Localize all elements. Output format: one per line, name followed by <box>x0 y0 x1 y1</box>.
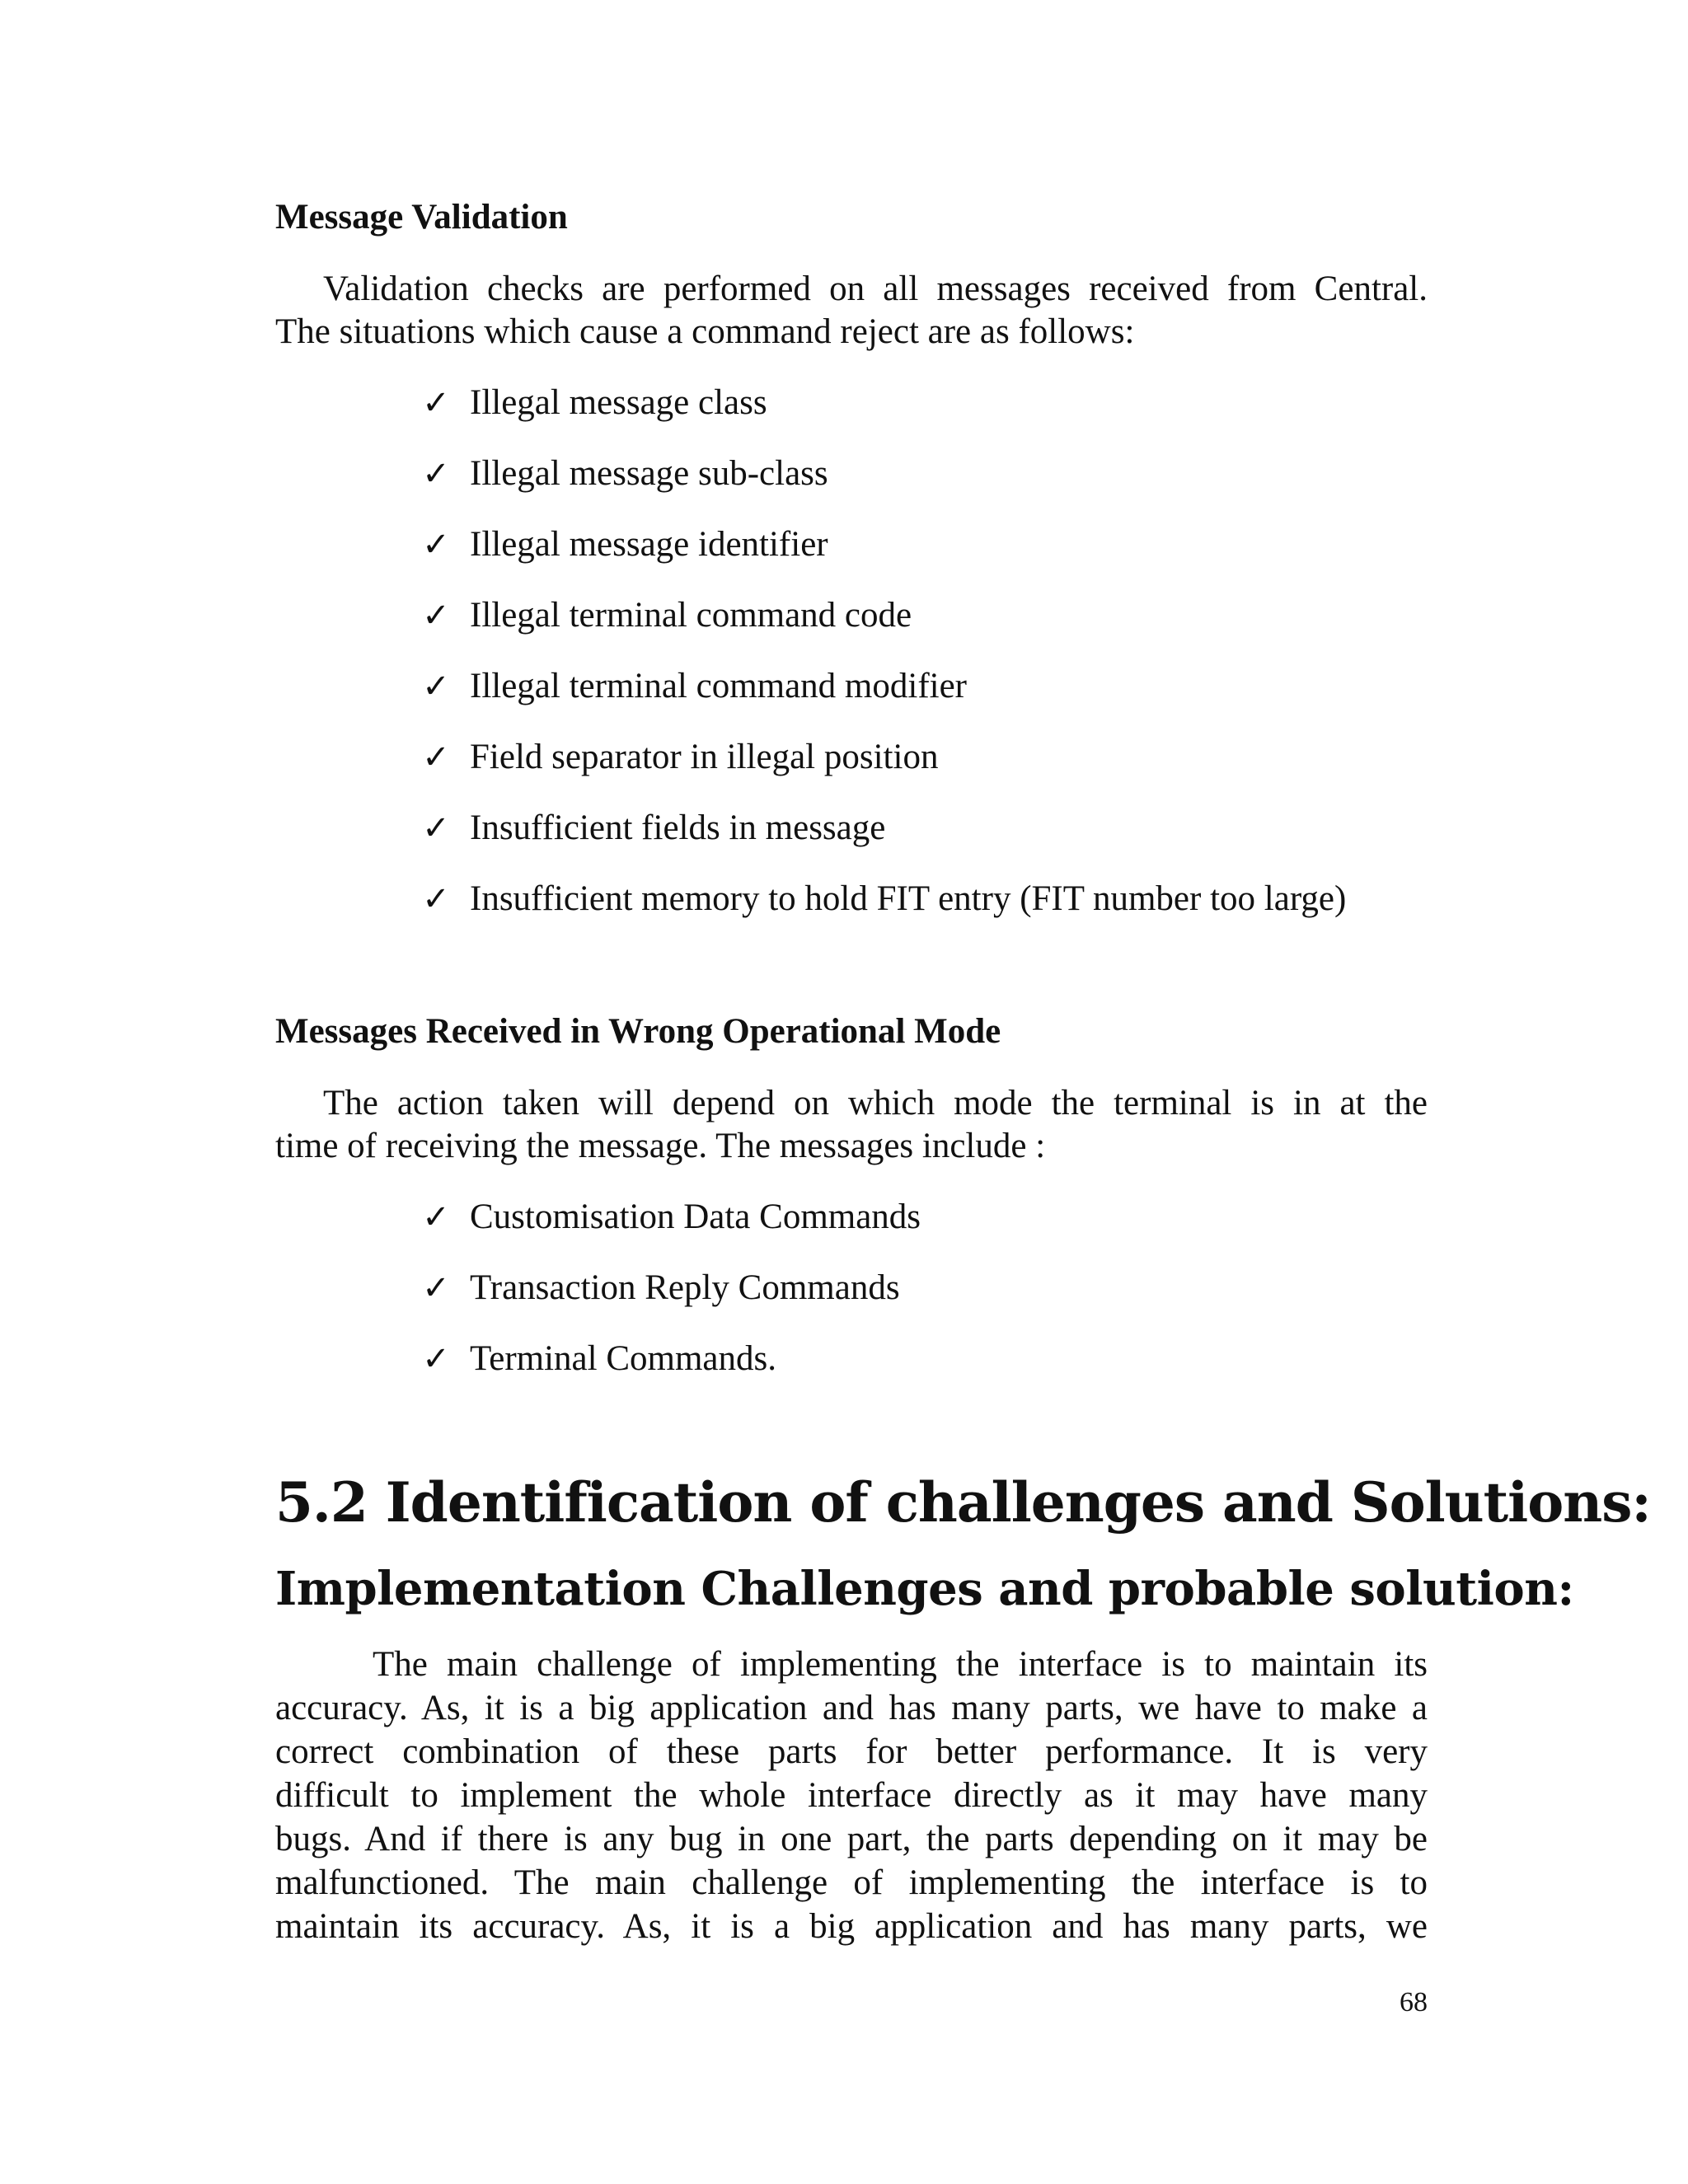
body-paragraph-line: accuracy. As, it is a big application and has many parts, we have to make a <box>275 1689 1428 1727</box>
validation-intro-line-2: The situations which cause a command reject are as follows: <box>275 312 1135 351</box>
validation-item-text: Illegal message class <box>470 383 767 422</box>
check-mark-icon: ✓ <box>422 880 450 918</box>
check-mark-icon: ✓ <box>422 384 450 422</box>
check-mark-icon: ✓ <box>422 1269 450 1307</box>
check-mark-icon: ✓ <box>422 597 450 635</box>
wrong-mode-intro-line-1: The action taken will depend on which mode the terminal is in at the <box>323 1084 1428 1122</box>
wrong-mode-list-item <box>422 1196 921 1239</box>
wrong-mode-list-item <box>422 1267 900 1310</box>
wrong-mode-list-item <box>422 1338 776 1380</box>
wrong-mode-heading: Messages Received in Wrong Operational Mode <box>275 1012 1001 1051</box>
validation-item-text: Illegal terminal command modifier <box>470 667 967 705</box>
check-mark-icon: ✓ <box>422 455 450 493</box>
validation-list-item <box>422 452 828 495</box>
validation-item-text: Insufficient fields in message <box>470 808 886 847</box>
validation-list-item <box>422 382 767 424</box>
validation-list-item <box>422 807 885 850</box>
check-mark-icon: ✓ <box>422 1340 450 1378</box>
wrong-mode-item-text: Customisation Data Commands <box>470 1197 921 1236</box>
wrong-mode-item-text: Transaction Reply Commands <box>470 1268 900 1307</box>
validation-item-text: Field separator in illegal position <box>470 738 939 776</box>
body-paragraph-line: bugs. And if there is any bug in one part, the parts depending on it may be <box>275 1820 1428 1858</box>
check-mark-icon: ✓ <box>422 668 450 705</box>
body-paragraph-line: correct combination of these parts for better performance. It is very <box>275 1732 1428 1771</box>
body-paragraph-line: malfunctioned. The main challenge of implementing the interface is to <box>275 1863 1428 1902</box>
body-paragraph-line: The main challenge of implementing the interface is to maintain its <box>373 1645 1428 1684</box>
wrong-mode-item-text: Terminal Commands. <box>470 1339 776 1378</box>
check-mark-icon: ✓ <box>422 738 450 776</box>
validation-intro-line-1: Validation checks are performed on all messages received from Central. <box>323 269 1428 308</box>
wrong-mode-intro-line-2: time of receiving the message. The messages include : <box>275 1127 1046 1165</box>
message-validation-heading: Message Validation <box>275 198 568 237</box>
validation-item-text: Illegal message identifier <box>470 525 828 564</box>
validation-list-item <box>422 665 967 708</box>
validation-list-item <box>422 878 1346 921</box>
check-mark-icon: ✓ <box>422 526 450 564</box>
validation-item-text: Illegal terminal command code <box>470 596 912 635</box>
validation-item-text: Insufficient memory to hold FIT entry (FIT number too large) <box>470 879 1347 918</box>
check-mark-icon: ✓ <box>422 1198 450 1236</box>
subsection-title: Implementation Challenges and probable solution: <box>275 1562 1574 1616</box>
body-paragraph-line: difficult to implement the whole interface directly as it may have many <box>275 1776 1428 1815</box>
section-title: 5.2 Identification of challenges and Solutions: <box>275 1470 1651 1535</box>
validation-list-item <box>422 594 912 637</box>
page-number: 68 <box>1400 1987 1428 2018</box>
validation-list-item <box>422 523 828 566</box>
validation-item-text: Illegal message sub-class <box>470 454 828 493</box>
check-mark-icon: ✓ <box>422 809 450 847</box>
body-paragraph-line: maintain its accuracy. As, it is a big application and has many parts, we <box>275 1907 1428 1946</box>
validation-list-item <box>422 736 938 779</box>
